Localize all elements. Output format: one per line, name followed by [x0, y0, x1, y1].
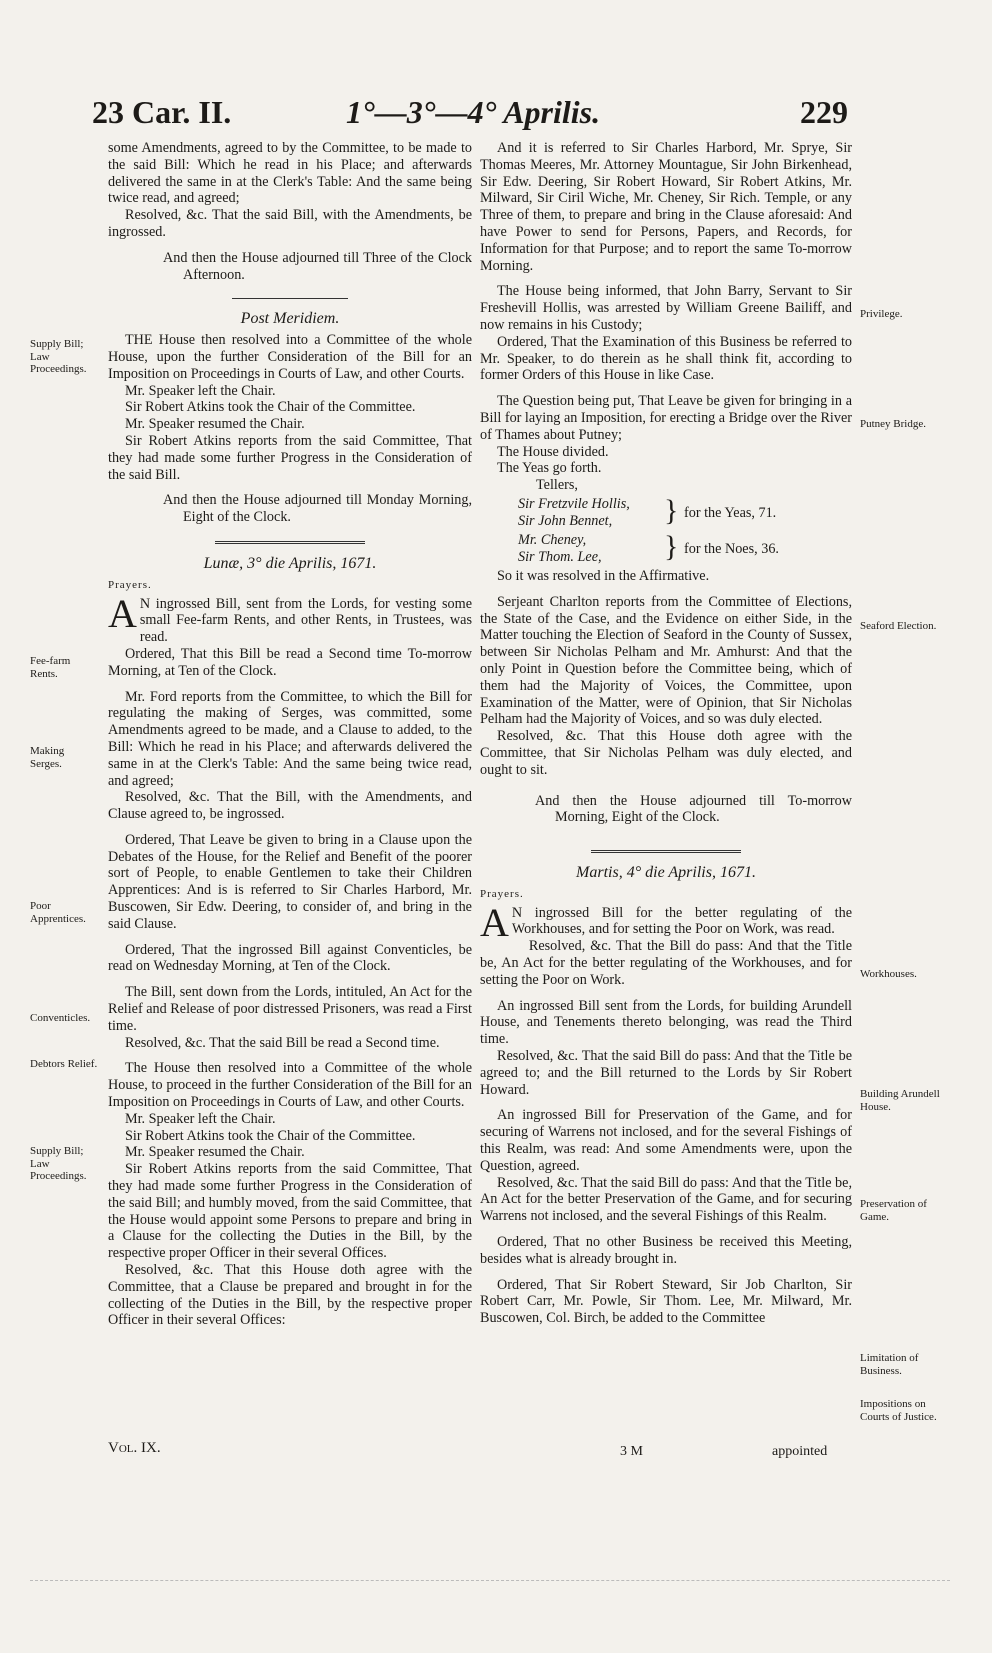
day-heading: Martis, 4° die Aprilis, 1671.: [576, 864, 756, 882]
catchword: appointed: [772, 1444, 828, 1459]
report-text: Sir Robert Atkins reports from the said Committee, That they had made some further Progress in the Consideration of the said Bill; and humbly moved, from the said Committee, that the House would appoint some Persons to prepare and bring in a Clause for the collecting the Duties in the Bill, by the respective proper Officer in their several Offices.: [108, 1161, 472, 1262]
margin-note: Impositions on Courts of Justice.: [860, 1398, 937, 1423]
chair-text: Sir Robert Atkins took the Chair of the Committee.: [125, 1127, 416, 1144]
margin-note: Privilege.: [860, 308, 903, 320]
teller-name: Sir John Bennet,: [518, 512, 613, 529]
conventicles-text: Ordered, That the ingrossed Bill against Conventicles, be read on Wednesday Morning, at Ten of the Clock.: [108, 941, 472, 975]
brace-icon: }: [664, 493, 679, 527]
margin-note: Poor Apprentices.: [30, 900, 86, 925]
teller-name: Mr. Cheney,: [518, 531, 587, 548]
margin-note: Limitation of Business.: [860, 1352, 919, 1377]
session-heading: Post Meridiem.: [240, 310, 340, 328]
report-text: Sir Robert Atkins reports from the said Committee, That they had made some further Progress in the Consideration of the said Bill.: [108, 432, 472, 483]
day-divider: [591, 850, 741, 853]
margin-note: Seaford Election.: [860, 620, 937, 632]
resolved-text: Resolved, &c. That the said Bill do pass: And that the Title be, An Act for the better Preservation of the Game, and for securing Warrens not inclosed, and the several Fishings of this Realm.: [480, 1174, 852, 1225]
committee-text: The House then resolved into a Committee of the whole House, to proceed in the further Consideration of the Bill for an Imposition on Proceedings in Courts of Law, and other Courts.: [108, 1060, 472, 1111]
margin-note: Building Arundell House.: [860, 1088, 940, 1113]
resolved-text: Resolved, &c. That the said Bill do pass: And that the Title be agreed to; and the Bill returned to the Lords by Sir Robert Howard.: [480, 1048, 852, 1098]
margin-note: Preservation of Game.: [860, 1198, 927, 1223]
drop-cap: A: [108, 590, 137, 636]
resolved-text: Resolved, &c. That the said Bill, with the Amendments, be ingrossed.: [108, 207, 472, 240]
workhouses-text: [480, 899, 852, 945]
tellers-label: Tellers,: [536, 477, 578, 494]
resolved-text: Resolved, &c. That the said Bill be read a Second time.: [125, 1034, 440, 1051]
margin-note: Conventicles.: [30, 1012, 91, 1024]
chair-text: Sir Robert Atkins took the Chair of the Committee.: [125, 399, 416, 416]
margin-note: Debtors Relief.: [30, 1058, 98, 1070]
left-column: [108, 140, 472, 1329]
adjournment-text: And then the House adjourned till Three of the Clock Afternoon.: [163, 249, 472, 283]
signature-mark: 3 M: [620, 1444, 643, 1459]
volume-label: Vol. IX.: [108, 1440, 161, 1456]
putney-text: The Question being put, That Leave be given for bringing in a Bill for laying an Imposition, for erecting a Bridge over the River of Thames about Putney;: [480, 393, 852, 443]
yeas-count: for the Yeas, 71.: [684, 504, 777, 521]
game-text: An ingrossed Bill for Preservation of the Game, and for securing of Warrens not inclosed, and for the several Fishings of this Realm, was read: And some Amendments were, upon the Question, agreed.: [480, 1107, 852, 1174]
section-divider: [232, 298, 348, 299]
resolved-text: Resolved, &c. That the Bill, with the Amendments, and Clause agreed to, be ingrossed.: [108, 789, 472, 823]
referred-text: And it is referred to Sir Charles Harbord, Mr. Sprye, Sir Thomas Meeres, Mr. Attorney Mountague, Sir John Birkenhead, Sir Edw. Deering, Sir Robert Howard, Sir Robert Atkins, Mr. Milward, Sir Ciril Wiche, Mr. Cheney, Sir Rich. Temple, or any Three of them, to prepare and bring in the Clause aforesaid: And have Power to send for Persons, Papers, and Records, for Information for that Purpose; and to report the same To-morrow Morning.: [480, 140, 852, 274]
prayers-label: Prayers.: [480, 887, 524, 900]
tellers-block: [480, 493, 852, 582]
right-column: [480, 140, 852, 1327]
ordered-text: Ordered, That this Bill be read a Second time To-morrow Morning, at Ten of the Clock.: [108, 645, 472, 679]
yeas-text: The Yeas go forth.: [497, 460, 602, 477]
adjournment-text: And then the House adjourned till To-morrow Morning, Eight of the Clock.: [535, 792, 852, 826]
adjournment-text: And then the House adjourned till Monday Morning, Eight of the Clock.: [163, 492, 472, 526]
continuation-text: some Amendments, agreed to by the Committee, to be made to the said Bill: Which he read in his Place; and afterwards delivered the same in at the Clerk's Table: And the same being twice read, and agreed;: [108, 140, 472, 207]
resolved-text: Resolved, &c. That this House doth agree with the Committee, that Sir Nicholas Pelham was duly elected, and ought to sit.: [480, 728, 852, 778]
margin-note: Supply Bill; Law Proceedings.: [30, 338, 87, 375]
workhouses-body: N ingrossed Bill for the better regulating of the Workhouses, and for setting the Poor on Work, was read.: [511, 904, 852, 938]
resolved-text: Resolved, &c. That the Bill do pass: And that the Title be, An Act for the better regulating of the Workhouses, and for setting the Poor on Work.: [480, 938, 852, 988]
ordered-text: Ordered, That the Examination of this Business be referred to Mr. Speaker, to do therein as he shall think fit, according to former Orders of this House in like Case.: [480, 333, 852, 384]
margin-note: Workhouses.: [860, 968, 917, 980]
committee-text: THE House then resolved into a Committee of the whole House, upon the further Consideration of the Bill for an Imposition on Proceedings in Courts of Law, and other Courts.: [108, 332, 472, 382]
page-edge-rule: [30, 1580, 950, 1581]
page-number: 229: [800, 94, 848, 130]
debtors-text: The Bill, sent down from the Lords, intituled, An Act for the Relief and Release of poor distressed Prisoners, was read a First time.: [108, 984, 472, 1034]
speaker-left-text: Mr. Speaker left the Chair.: [125, 1110, 276, 1127]
teller-name: Sir Fretzvile Hollis,: [518, 495, 630, 512]
apprentices-text: Ordered, That Leave be given to bring in a Clause upon the Debates of the House, for the Relief and Benefit of the poorer sort of People, to enable Gentlemen to take their Children Apprentices: And is is referred to Sir Charles Harbord, Mr. Buscowen, Sir Edw. Deering, to consider of, and bring in the said Clause.: [108, 831, 472, 932]
seaford-text: Serjeant Charlton reports from the Committee of Elections, the State of the Case, and the Evidence on either Side, in the Matter touching the Election of Seaford in the County of Sussex, between Sir Nicholas Pelham and Mr. Amhurst: And that the only Point in Question before the Committee being, which of them had the Majority of Voices, the Committee, upon Examination of the Matter, were of Opinion, that Sir Nicholas Pelham had the Majority of Voices, and so was duly elected.: [480, 593, 852, 728]
teller-name: Sir Thom. Lee,: [518, 548, 602, 565]
prayers-label: Prayers.: [108, 578, 152, 591]
affirmative-text: So it was resolved in the Affirmative.: [497, 567, 710, 584]
margin-note: Supply Bill; Law Proceedings.: [30, 1145, 87, 1182]
margin-note: Making Serges.: [30, 745, 65, 770]
margin-note: Putney Bridge.: [860, 418, 926, 430]
privilege-text: The House being informed, that John Barry, Servant to Sir Freshevill Hollis, was arrested by William Greene Bailiff, and now remains in his Custody;: [480, 283, 852, 333]
running-head-center: 1°—3°—4° Aprilis.: [346, 94, 601, 130]
drop-cap: A: [480, 899, 509, 945]
brace-icon: }: [664, 529, 679, 563]
running-head-left: 23 Car. II.: [92, 94, 232, 130]
noes-count: for the Noes, 36.: [684, 540, 779, 557]
day-heading: Lunæ, 3° die Aprilis, 1671.: [203, 554, 377, 572]
arundell-text: An ingrossed Bill sent from the Lords, for building Arundell House, and Tenements thereto belonging, was read the Third time.: [480, 997, 852, 1048]
speaker-resumed-text: Mr. Speaker resumed the Chair.: [125, 1144, 305, 1161]
resolved-text: Resolved, &c. That this House doth agree with the Committee, that a Clause be prepared and brought in for the collecting of the Duties in the Bill, by the respective proper Officer in their several Offices:: [108, 1262, 472, 1329]
feefarm-text: [108, 590, 472, 646]
serges-text: Mr. Ford reports from the Committee, to which the Bill for regulating the making of Serges, was committed, some Amendments agreed to be made, and a Clause to added, to the Bill: Which he read in his Place; and afterwards delivered the same in at the Clerk's Table: And the same being twice read, and agreed;: [108, 688, 472, 789]
limitation-text: Ordered, That no other Business be received this Meeting, besides what is already brought in.: [480, 1234, 852, 1267]
speaker-resumed-text: Mr. Speaker resumed the Chair.: [125, 416, 305, 433]
day-divider: [215, 541, 365, 544]
impositions-text: Ordered, That Sir Robert Steward, Sir Job Charlton, Sir Robert Carr, Mr. Powle, Sir Thom. Lee, Mr. Milward, Mr. Buscowen, Col. Birch, be added to the Committee: [480, 1276, 852, 1327]
speaker-left-text: Mr. Speaker left the Chair.: [125, 382, 276, 399]
margin-note: Fee-farm Rents.: [30, 655, 71, 680]
divided-text: The House divided.: [497, 443, 609, 460]
feefarm-body: N ingrossed Bill, sent from the Lords, for vesting some small Fee-farm Rents, and other Rents, in Trustees, was read.: [139, 595, 472, 646]
